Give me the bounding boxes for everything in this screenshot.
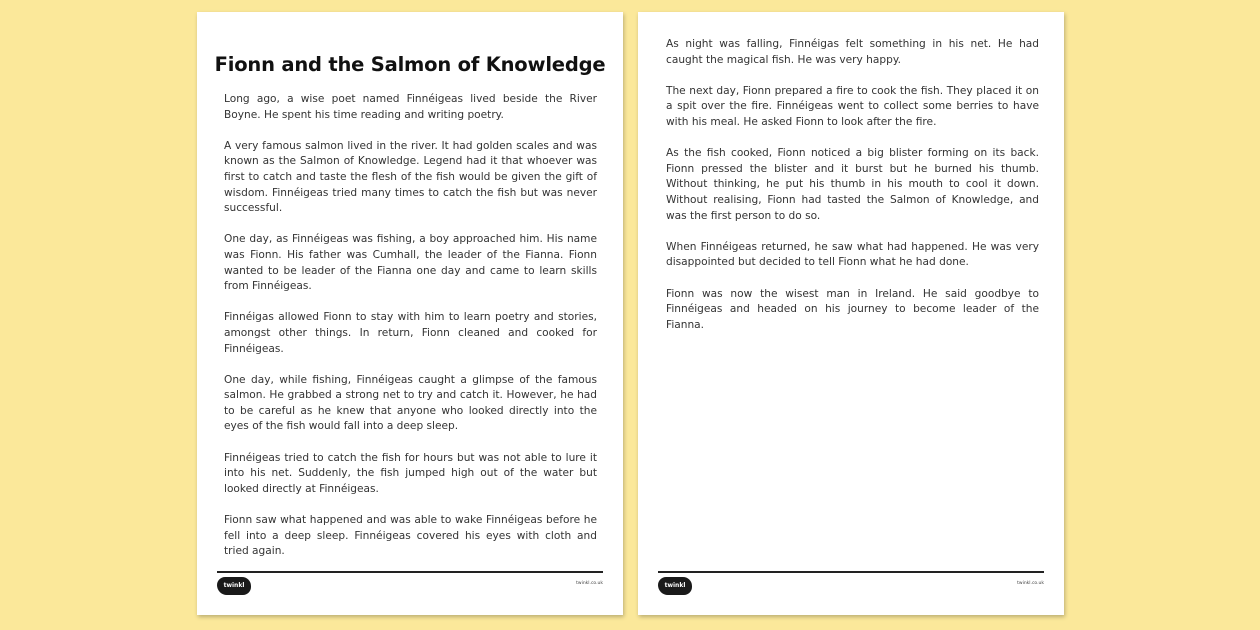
paragraph: One day, as Finnéigeas was fishing, a boy approached him. His name was Fionn. His father was Cumhall, the leader of the Fianna. Fionn wanted to be leader of the Fianna one day and came to learn skills from Finnéigeas. [224,233,597,293]
left-text-body [224,92,597,575]
paragraph: A very famous salmon lived in the river. It had golden scales and was known as the Salmon of Knowledge. Legend had it that whoever was first to catch and taste the flesh of the fish would be given the gift of wisdom. Finnéigeas tried many times to catch the fish but was never successful. [224,139,597,215]
page-footer [217,571,603,593]
right-text-body [666,37,1039,349]
paragraph: Fionn saw what happened and was able to wake Finnéigeas before he fell into a deep sleep. Finnéigeas covered his eyes with cloth and tried again. [224,514,597,558]
footer-divider [217,571,603,573]
paragraph: When Finnéigeas returned, he saw what had happened. He was very disappointed but decided to tell Fionn what he had done. [666,240,1039,269]
paragraph: One day, while fishing, Finnéigeas caught a glimpse of the famous salmon. He grabbed a strong net to try and catch it. However, he had to be careful as he knew that anyone who looked directly into the eyes of the fish would fall into a deep sleep. [224,373,597,433]
paragraph: Fionn was now the wisest man in Ireland. He said goodbye to Finnéigeas and headed on his journey to become leader of the Fianna. [666,287,1039,331]
twinkl-logo: twinkl [658,577,692,595]
paragraph: The next day, Fionn prepared a fire to cook the fish. They placed it on a spit over the fire. Finnéigeas went to collect some berries to have with his meal. He asked Fionn to look after the fire. [666,84,1039,128]
page-footer [658,571,1044,593]
page-left [197,12,623,615]
footer-divider [658,571,1044,573]
paragraph: Finnéigas allowed Fionn to stay with him to learn poetry and stories, amongst other things. In return, Fionn cleaned and cooked for Finnéigeas. [224,311,597,355]
page-right [638,12,1064,615]
paragraph: As night was falling, Finnéigas felt something in his net. He had caught the magical fish. He was very happy. [666,38,1039,66]
footer-site: twinkl.co.uk [576,581,603,586]
page-title: Fionn and the Salmon of Knowledge [214,53,606,76]
paragraph: Long ago, a wise poet named Finnéigeas lived beside the River Boyne. He spent his time reading and writing poetry. [224,93,597,121]
footer-site: twinkl.co.uk [1017,581,1044,586]
paragraph: As the fish cooked, Fionn noticed a big blister forming on its back. Fionn pressed the blister and it burst but he burned his thumb. Without thinking, he put his thumb in his mouth to cool it down. Without realising, Fionn had tasted the Salmon of Knowledge, and was the first person to do so. [666,147,1039,222]
twinkl-logo: twinkl [217,577,251,595]
paragraph: Finnéigeas tried to catch the fish for hours but was not able to lure it into his net. Suddenly, the fish jumped high out of the water but looked directly at Finnéigeas. [224,451,597,495]
